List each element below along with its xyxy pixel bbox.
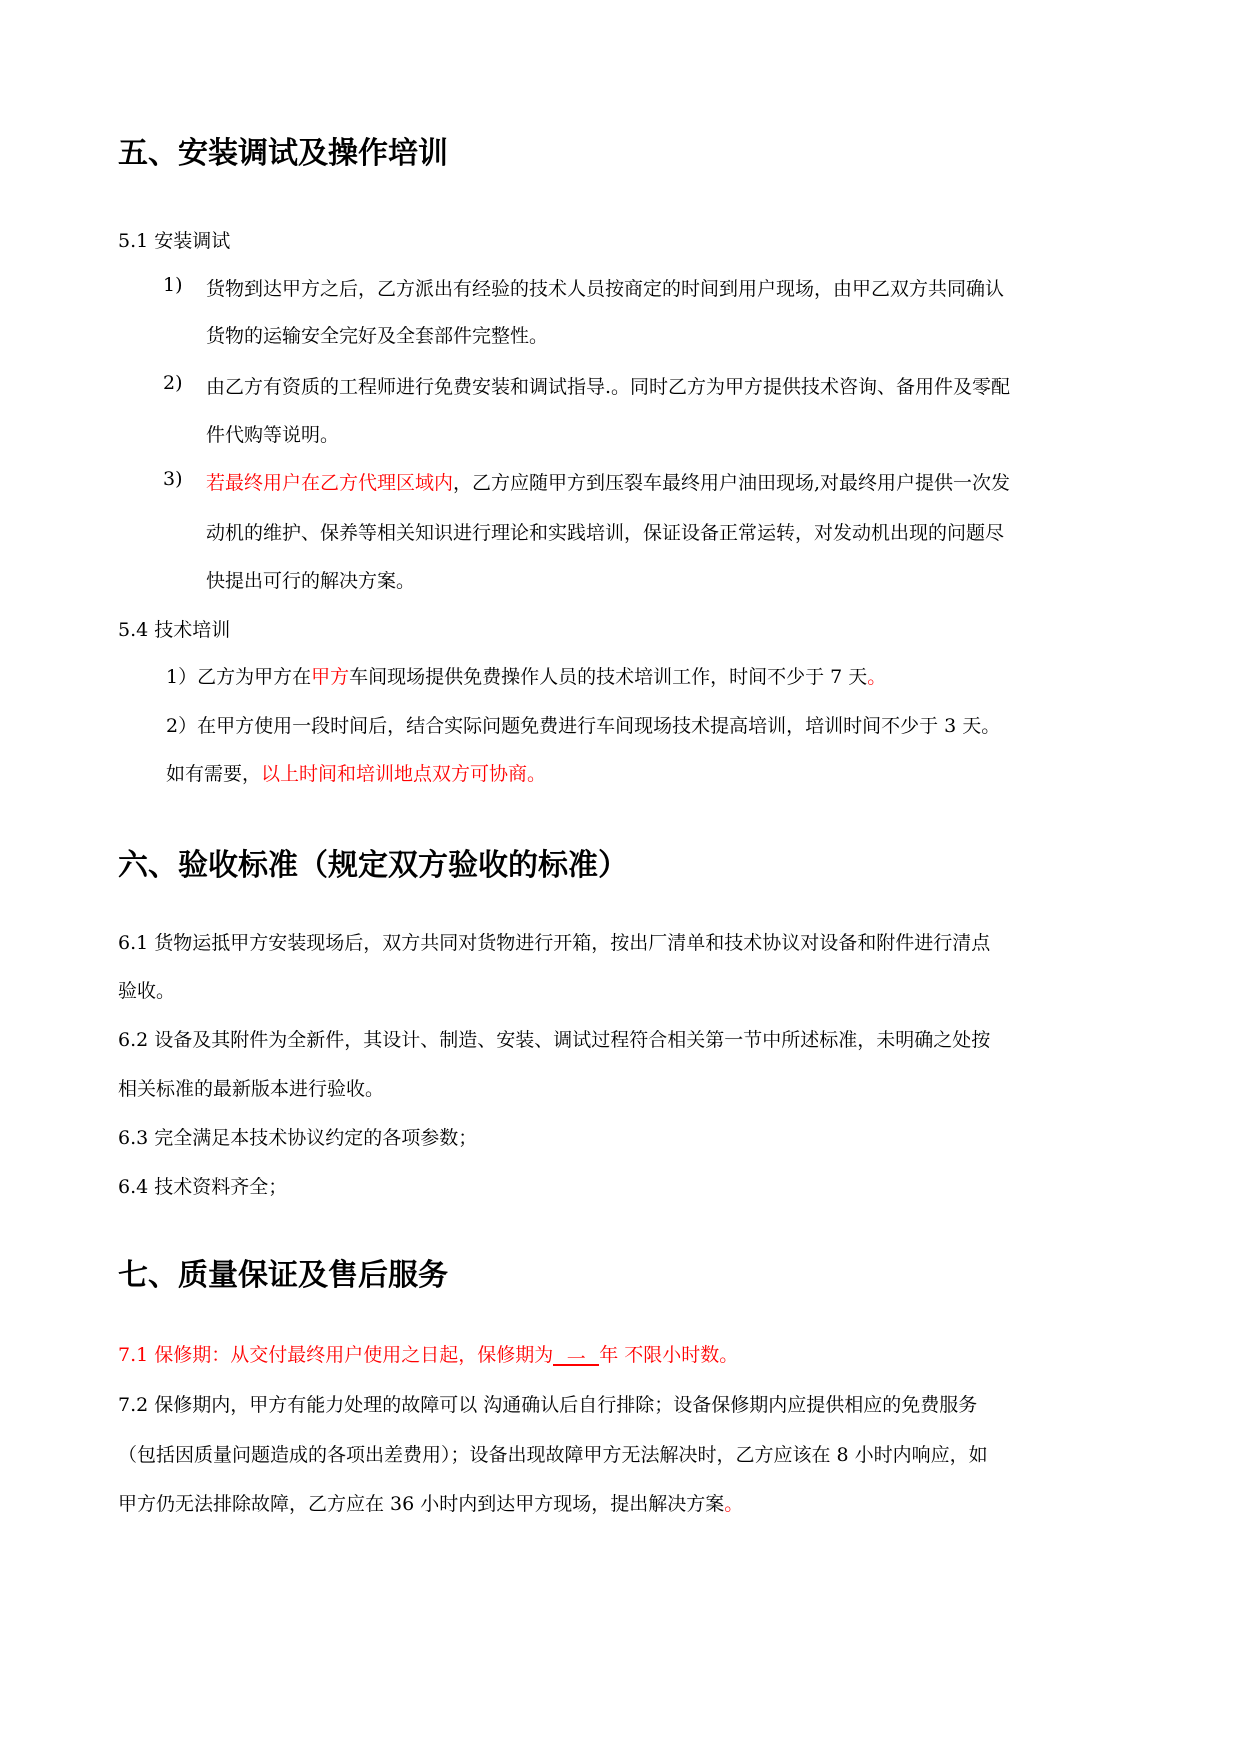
body-text: 甲方仍无法排除故障，乙方应在 36 小时内到达甲方现场，提出解决方案 (118, 1493, 725, 1515)
highlighted-text: 以上时间和培训地点双方可协商。 (261, 763, 547, 785)
training-line-2: 2）在甲方使用一段时间后，结合实际问题免费进行车间现场技术提高培训，培训时间不少于 3 天。 (166, 715, 1001, 737)
highlighted-text: 。 (867, 666, 887, 688)
clause-7-2-line-2: （包括因质量问题造成的各项出差费用）；设备出现故障甲方无法解决时，乙方应该在 8 小时内响应，如 (118, 1444, 988, 1466)
body-text: ，乙方应随甲方到压裂车最终用户油田现场,对最终用户提供一次发 (453, 472, 1011, 494)
clause-6-1-line-2: 验收。 (118, 980, 176, 1002)
list-item-3-line-2: 动机的维护、保养等相关知识进行理论和实践培训，保证设备正常运转，对发动机出现的问题尽 (206, 522, 1005, 544)
list-item-1-line-2: 货物的运输安全完好及全套部件完整性。 (206, 325, 549, 347)
highlighted-text: 甲方 (311, 666, 350, 688)
clause-7-1 (118, 1340, 739, 1370)
section-6-heading: 六、验收标准（规定双方验收的标准） (118, 848, 628, 883)
list-item-1-line-1: 货物到达甲方之后，乙方派出有经验的技术人员按商定的时间到用户现场，由甲乙双方共同确认 (206, 278, 1005, 300)
subsection-5-4-title: 5.4 技术培训 (118, 619, 231, 641)
list-item-3-line-1 (206, 468, 1010, 495)
clause-7-2-line-3 (118, 1489, 743, 1516)
training-line-1 (166, 662, 886, 689)
clause-6-1-line-1: 6.1 货物运抵甲方安装现场后，双方共同对货物进行开箱，按出厂清单和技术协议对设备和附件进行清点 (118, 932, 991, 954)
clause-6-3: 6.3 完全满足本技术协议约定的各项参数； (118, 1127, 478, 1149)
list-item-3-line-3: 快提出可行的解决方案。 (206, 570, 416, 592)
list-item-2-line-2: 件代购等说明。 (206, 424, 340, 446)
clause-7-2-line-1: 7.2 保修期内，甲方有能力处理的故障可以 沟通确认后自行排除；设备保修期内应提供相应的免费服务 (118, 1394, 978, 1416)
training-line-3 (166, 759, 546, 786)
clause-6-2-line-2: 相关标准的最新版本进行验收。 (118, 1078, 385, 1100)
body-text: 如有需要， (166, 763, 262, 785)
warranty-text: 7.1 保修期：从交付最终用户使用之日起，保修期为 (118, 1344, 554, 1366)
body-text: 1）乙方为甲方在 (166, 666, 312, 688)
list-number: 1) (163, 274, 183, 296)
warranty-text: 年 不限小时数。 (599, 1344, 739, 1366)
list-number: 3) (163, 468, 183, 490)
clause-6-4: 6.4 技术资料齐全； (118, 1176, 288, 1198)
highlighted-text: 。 (724, 1493, 744, 1515)
subsection-5-1-title: 5.1 安装调试 (118, 230, 231, 252)
highlighted-text: 若最终用户在乙方代理区域内 (206, 472, 454, 494)
clause-6-2-line-1: 6.2 设备及其附件为全新件，其设计、制造、安装、调试过程符合相关第一节中所述标准，未明确之处按 (118, 1029, 991, 1051)
list-item-2-line-1: 由乙方有资质的工程师进行免费安装和调试指导.。同时乙方为甲方提供技术咨询、备用件及零配 (206, 376, 1011, 398)
body-text: 车间现场提供免费操作人员的技术培训工作，时间不少于 7 天 (349, 666, 868, 688)
section-5-heading: 五、安装调试及操作培训 (118, 136, 448, 171)
warranty-years-blank: 一 (553, 1344, 599, 1366)
section-7-heading: 七、质量保证及售后服务 (118, 1258, 448, 1293)
list-number: 2) (163, 372, 183, 394)
